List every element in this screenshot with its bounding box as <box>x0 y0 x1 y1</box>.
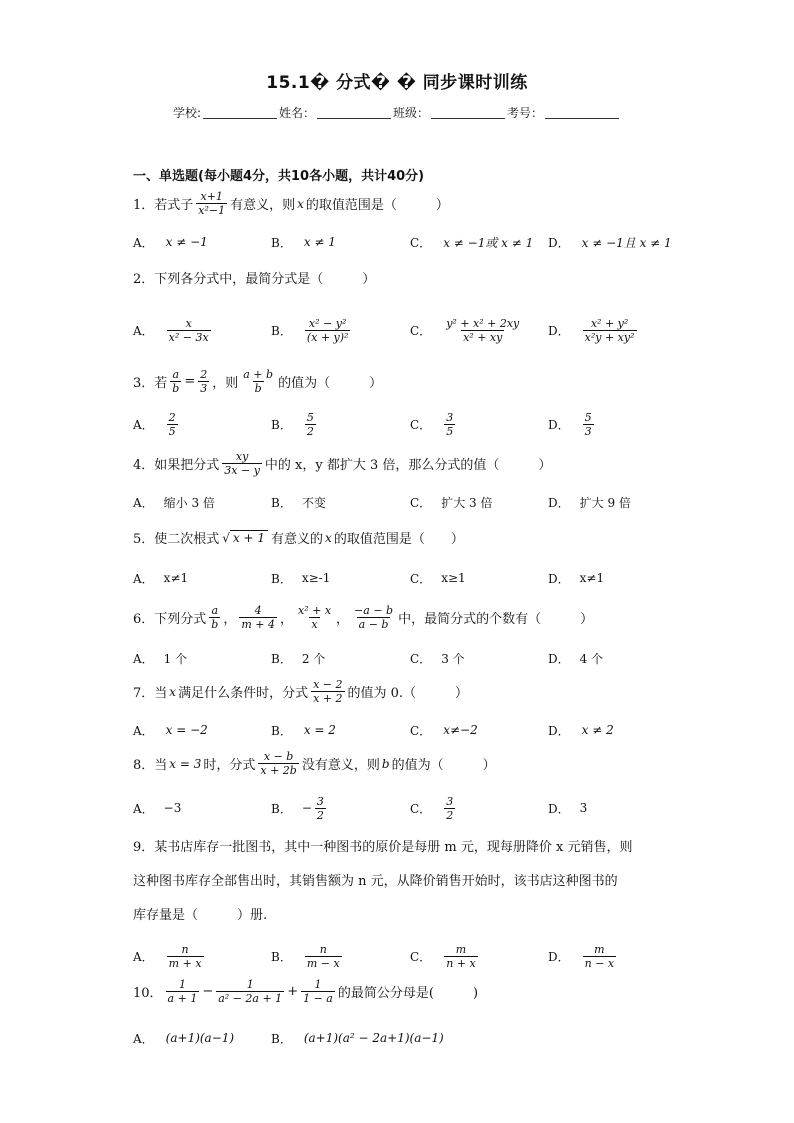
question-6-option-c[interactable]: C． 3 个 <box>410 651 465 666</box>
question-10-stem: 10． $\frac{1}{a + 1}$ − $\frac{1}{\text{a² − 2a + 1}}$ + $\frac{1}{1 - a}$ 的最简公分母是( ) <box>133 978 479 1005</box>
worksheet-title: 15.1� 分式� � 同步课时训练 <box>266 73 528 93</box>
question-3-option-b[interactable]: B． $\frac{5}{2}$ <box>271 410 314 438</box>
question-4-options <box>133 482 693 522</box>
question-5-option-c[interactable]: C． x≥1 <box>410 571 466 586</box>
question-8-stem: 8．当 x = 3 时，分式 $\frac{x - b}{x + 2b}$ 没有意义，则 b 的值为（ ） <box>133 750 496 777</box>
question-5-options <box>133 558 693 598</box>
question-8-option-b[interactable]: B． − $\frac{3}{2}$ <box>271 794 324 822</box>
question-10-option-b[interactable]: B． (a+1)(a² − 2a+1)(a−1) <box>271 1031 444 1046</box>
question-6-option-a[interactable]: A． 1 个 <box>133 651 188 666</box>
question-6-option-b[interactable]: B． 2 个 <box>271 651 326 666</box>
question-6-stem: 6．下列分式 $\frac{a}{b}$ ， $\frac{4}{m + 4}$ ， $\frac{\text{x² + x}}{x}$ ， $\frac{-a - b}{a - b}$ 中，最简分式的个数有（ ） <box>133 604 594 631</box>
question-8-option-c[interactable]: C． $\frac{3}{2}$ <box>410 794 454 822</box>
question-4-option-c[interactable]: C． 扩大 3 倍 <box>410 495 493 510</box>
question-3-option-c[interactable]: C． $\frac{3}{5}$ <box>410 410 454 438</box>
question-7-option-d[interactable]: D． x ≠ 2 <box>548 723 614 738</box>
question-8-option-a[interactable]: A． −3 <box>133 801 182 816</box>
exam-number-label: 考号： <box>507 106 544 120</box>
question-1-stem: 1．若式子 $\frac{x+1}{\text{x²−1}}$ 有意义，则 x 的取值范围是（ ） <box>133 190 449 217</box>
question-3-stem: 3．若 $\frac{a}{b}$ = $\frac{2}{3}$ ，则 $\frac{a + b}{b}$ 的值为（ ） <box>133 368 383 395</box>
question-4-option-a[interactable]: A． 缩小 3 倍 <box>133 495 215 510</box>
question-9-option-c[interactable]: C． $\frac{m}{n + x}$ <box>410 942 476 970</box>
question-2-option-c[interactable]: C． $\frac{\text{y² + x² + 2xy}}{\text{x² + xy}}$ <box>410 316 520 344</box>
question-9-line-3: 库存量是（ ）册. <box>133 908 268 923</box>
question-6-option-d[interactable]: D． 4 个 <box>548 651 604 666</box>
sqrt-symbol: √ x + 1 <box>222 530 268 545</box>
class-blank[interactable] <box>431 106 505 119</box>
name-label: 姓名： <box>279 106 316 120</box>
question-7-options <box>133 710 693 750</box>
name-blank[interactable] <box>317 106 391 119</box>
question-3-option-d[interactable]: D． $\frac{5}{3}$ <box>548 410 592 438</box>
question-7-stem: 7．当 x 满足什么条件时，分式 $\frac{x - 2}{x + 2}$ 的值为 0.（ ） <box>133 678 469 705</box>
question-3-options <box>133 404 693 444</box>
question-9-line-1: 9．某书店库存一批图书，其中一种图书的原价是每册 m 元，现每册降价 x 元销售，则 <box>133 840 633 855</box>
question-1-options <box>133 222 693 262</box>
student-info-line <box>0 104 794 121</box>
question-9-option-d[interactable]: D． $\frac{m}{n - x}$ <box>548 942 615 970</box>
question-1-fraction: $\frac{x+1}{\text{x²−1}}$ <box>198 190 226 217</box>
school-label: 学校: <box>172 106 201 120</box>
question-5-option-d[interactable]: D． x≠1 <box>548 571 605 586</box>
question-1-option-c[interactable]: C． x ≠ −1或 x ≠ 1 <box>410 235 534 250</box>
question-1-option-a[interactable]: A． x ≠ −1 <box>133 235 208 250</box>
question-6-options <box>133 638 693 678</box>
question-4-stem: 4．如果把分式 $\frac{xy}{3x - y}$ 中的 x，y 都扩大 3 倍，那么分式的值（ ） <box>133 450 552 477</box>
question-9-option-b[interactable]: B． $\frac{n}{m - x}$ <box>271 942 340 970</box>
question-2-option-d[interactable]: D． $\frac{\text{x² + y²}}{\text{x²y + xy²}}$ <box>548 316 635 344</box>
question-4-option-d[interactable]: D． 扩大 9 倍 <box>548 495 631 510</box>
question-7-option-b[interactable]: B． x = 2 <box>271 723 336 738</box>
school-blank[interactable] <box>203 106 277 119</box>
question-9-option-a[interactable]: A． $\frac{n}{m + x}$ <box>133 942 202 970</box>
question-5-option-a[interactable]: A． x≠1 <box>133 571 189 586</box>
question-5-stem: 5．使二次根式 √ x + 1 有意义的 x 的取值范围是（ ） <box>133 530 464 547</box>
question-10-options <box>133 1018 693 1058</box>
question-4-option-b[interactable]: B． 不变 <box>271 495 326 510</box>
question-7-option-a[interactable]: A． x = −2 <box>133 723 208 738</box>
question-2-options <box>133 310 693 350</box>
question-2-stem: 2．下列各分式中，最简分式是（ ） <box>133 272 376 287</box>
exam-number-blank[interactable] <box>545 106 619 119</box>
question-1-option-b[interactable]: B． x ≠ 1 <box>271 235 336 250</box>
question-1-option-d[interactable]: D． x ≠ −1且 x ≠ 1 <box>548 235 672 250</box>
question-5-option-b[interactable]: B． x≥-1 <box>271 571 331 586</box>
question-8-options <box>133 788 693 828</box>
question-2-option-b[interactable]: B． $\frac{\text{x² − y²}}{\text{(x + y)²}}$ <box>271 316 349 344</box>
question-8-option-d[interactable]: D． 3 <box>548 801 588 816</box>
question-3-option-a[interactable]: A． $\frac{2}{5}$ <box>133 410 176 438</box>
question-9-line-2: 这种图书库存全部售出时，其销售额为 n 元，从降价销售开始时，该书店这种图书的 <box>133 874 618 889</box>
question-7-option-c[interactable]: C． x≠−2 <box>410 723 478 738</box>
section-title: 一、单选题(每小题4分，共10各小题，共计40分) <box>133 169 425 184</box>
question-1-text: 1．若式子 <box>133 198 194 213</box>
class-label: 班级： <box>393 106 430 120</box>
question-10-option-a[interactable]: A． (a+1)(a−1) <box>133 1031 235 1046</box>
question-2-option-a[interactable]: A． $\frac{x}{\text{x² − 3x}}$ <box>133 316 209 344</box>
question-9-options <box>133 936 693 976</box>
